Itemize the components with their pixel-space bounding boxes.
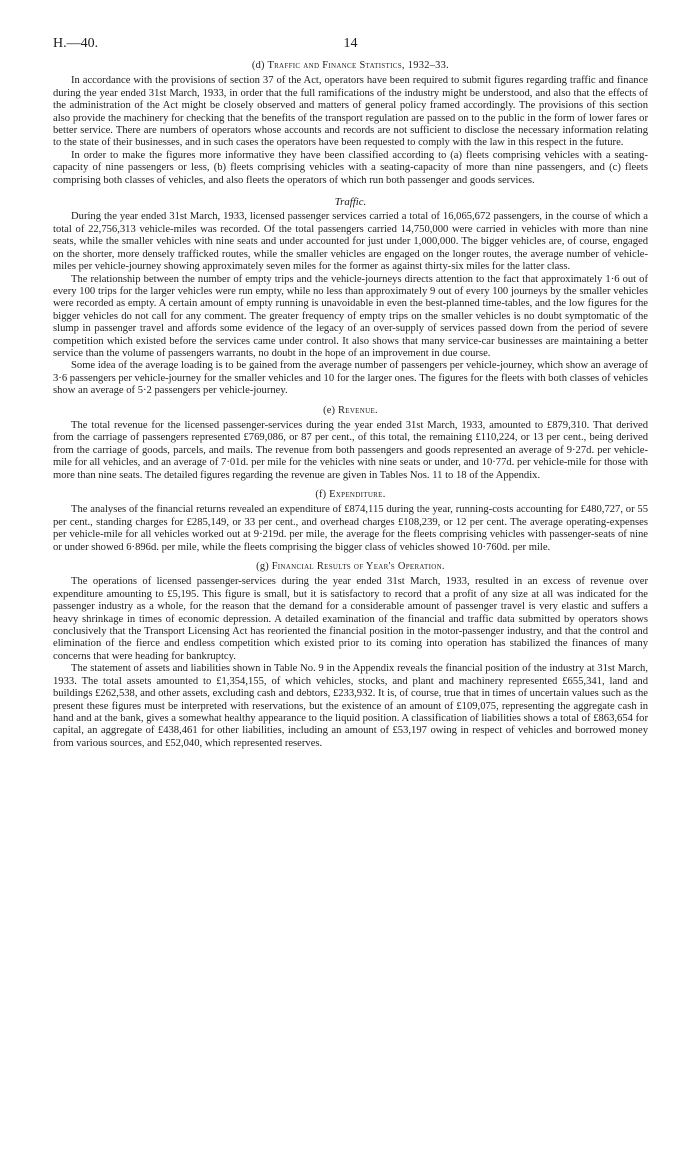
section-traffic — [53, 196, 648, 398]
section-heading — [53, 405, 648, 417]
paragraph: The total revenue for the licensed passenger-services during the year ended 31st March, 1933, amounted to £879,310. That derived from the carriage of passengers represented £769,086, or 87 per cent., of this total, the remaining £110,224, or 13 per cent., being derived from the carriage of goods, parcels, and mails. The revenue from both passengers and goods represented an average of 9·27d. per vehicle-mile for all vehicles, and an average of 7·01d. per mile for the vehicles with nine seats or under, and 10·77d. per vehicle-mile for those with more than nine seats. The detailed figures regarding the revenue are given in Tables Nos. 11 to 18 of the Appendix. — [53, 419, 648, 481]
section-label: (g) — [256, 561, 269, 573]
paragraph: In accordance with the provisions of section 37 of the Act, operators have been required to submit figures regarding traffic and finance during the year ended 31st March, 1933, in order that the full ramifications of the industry might be understood, and also that the effects of the administration of the Act might be closely observed and matters of general policy framed accordingly. The provisions of this section also provide the machinery for checking that the benefits of the transport regulation are passed on to the public in the form of lower fares or better service. There are numbers of operators whose accounts and records are not sufficient to disclose the necessary information relating to the state of their businesses, and in such cases the operators have been requested to comply with the law in this respect in the future. — [53, 75, 648, 149]
section-title: Traffic and Finance Statistics, 1932–33. — [267, 60, 450, 71]
section-heading — [53, 489, 648, 501]
paragraph: The operations of licensed passenger-services during the year ended 31st March, 1933, resulted in an excess of revenue over expenditure amounting to £5,195. This figure is small, but it is satisfactory to record that a profit of any size at all was indicated for the passenger industry as a whole, for the reason that the demand for a considerable amount of passenger travel is very elastic and suffers a heavy shrinkage in times of economic depression. A detailed examination of the financial and traffic data submitted by operators shows conclusively that the Transport Licensing Act has reoriented the financial position in the motor-passenger industry, and that the control and elimination of the fierce and endless competition which existed prior to its coming into operation has stabilized the finances of many concerns that were heading for bankruptcy. — [53, 576, 648, 662]
paragraph: During the year ended 31st March, 1933, licensed passenger services carried a total of 16,065,672 passengers, in the course of which a total of 22,756,313 vehicle-miles was recorded. Of the total passengers carried 14,750,000 were carried in vehicles with more than nine seats, while the smaller vehicles with nine seats and under accounted for just under 1,000,000. The bigger vehicles are, of course, engaged on the shorter, more densely trafficked routes, while the smaller vehicles are engaged on the longer routes, the average number of vehicle-miles per vehicle-journey showing approximately seven miles for the former as against thirty-six miles for the latter class. — [53, 211, 648, 273]
section-financial-results — [53, 561, 648, 750]
section-label: (e) — [323, 404, 336, 416]
page-number: 14 — [343, 36, 358, 51]
section-traffic-finance-statistics — [53, 60, 648, 187]
section-heading — [53, 561, 648, 573]
section-expenditure — [53, 489, 648, 554]
paragraph: In order to make the figures more informative they have been classified according to (a) fleets comprising vehicles with a seating-capacity of nine passengers or less, (b) fleets comprising vehicles with a seating-capacity of more than nine passengers, and (c) fleets comprising both classes of vehicles, and also fleets the operators of which run both passenger and goods services. — [53, 149, 648, 186]
section-title: Traffic. — [334, 196, 367, 209]
document-reference: H.—40. — [53, 36, 99, 51]
paragraph: Some idea of the average loading is to be gained from the average number of passengers per vehicle-journey, which show an average of 3·6 passengers per vehicle-journey for the smaller vehicles and 10 for the larger ones. The figures for the fleets with both classes of vehicles show an average of 5·2 passengers per vehicle-journey. — [53, 360, 648, 397]
page-header — [53, 38, 648, 60]
section-label: (f) — [315, 489, 327, 500]
section-title: Expenditure. — [329, 489, 386, 500]
section-title: Financial Results of Year's Operation. — [271, 561, 445, 573]
section-heading — [53, 60, 648, 72]
paragraph: The analyses of the financial returns revealed an expenditure of £874,115 during the year, running-costs accounting for £480,727, or 55 per cent., standing charges for £285,149, or 33 per cent., and overhead charges £108,239, or 12 per cent. The average operating-expenses per vehicle-mile for all vehicles worked out at 9·219d. per mile, the average for the fleets comprising vehicles with passenger-seats of nine or under showed 6·896d. per mile, while the fleets comprising the bigger class of vehicles showed 10·760d. per mile. — [53, 504, 648, 553]
paragraph: The statement of assets and liabilities shown in Table No. 9 in the Appendix reveals the financial position of the industry at 31st March, 1933. The total assets amounted to £1,354,155, of which vehicles, stocks, and plant and machinery represented £655,341, land and buildings £262,538, and other assets, excluding cash and debtors, £233,932. It is, of course, true that in times of uncertain values such as the present these figures must be interpreted with reservations, but the existence of an amount of £109,075, representing the aggregate cash in hand and at the bank, gives a somewhat healthy appearance to the liquid position. A classification of liabilities shows a total of £863,654 for capital, an aggregate of £438,461 for other liabilities, including an amount of £53,197 owing in respect of vehicles and borrowed money from various sources, and £52,040, which represented reserves. — [53, 663, 648, 749]
section-label: (d) — [251, 60, 265, 71]
section-revenue — [53, 405, 648, 482]
section-title: Revenue. — [338, 404, 378, 416]
paragraph: The relationship between the number of empty trips and the vehicle-journeys directs attention to the fact that approximately 1·6 out of every 100 trips for the larger vehicles were run empty, while no less than approximately 9 out of every 100 journeys by the smaller vehicles were recorded as empty. A certain amount of empty running is unavoidable in even the best-planned time-tables, and the low figures for the bigger vehicles do not call for any comment. The greater frequency of empty trips on the smaller vehicles is no doubt symptomatic of the slump in passenger travel and affords some evidence of the legacy of an over-supply of services passed down from the period of severe competition which existed before the services came under control. It also shows that many service-car businesses are maintaining a better service than the volume of passengers warrants, no doubt in the hope of an improvement in due course. — [53, 273, 648, 359]
